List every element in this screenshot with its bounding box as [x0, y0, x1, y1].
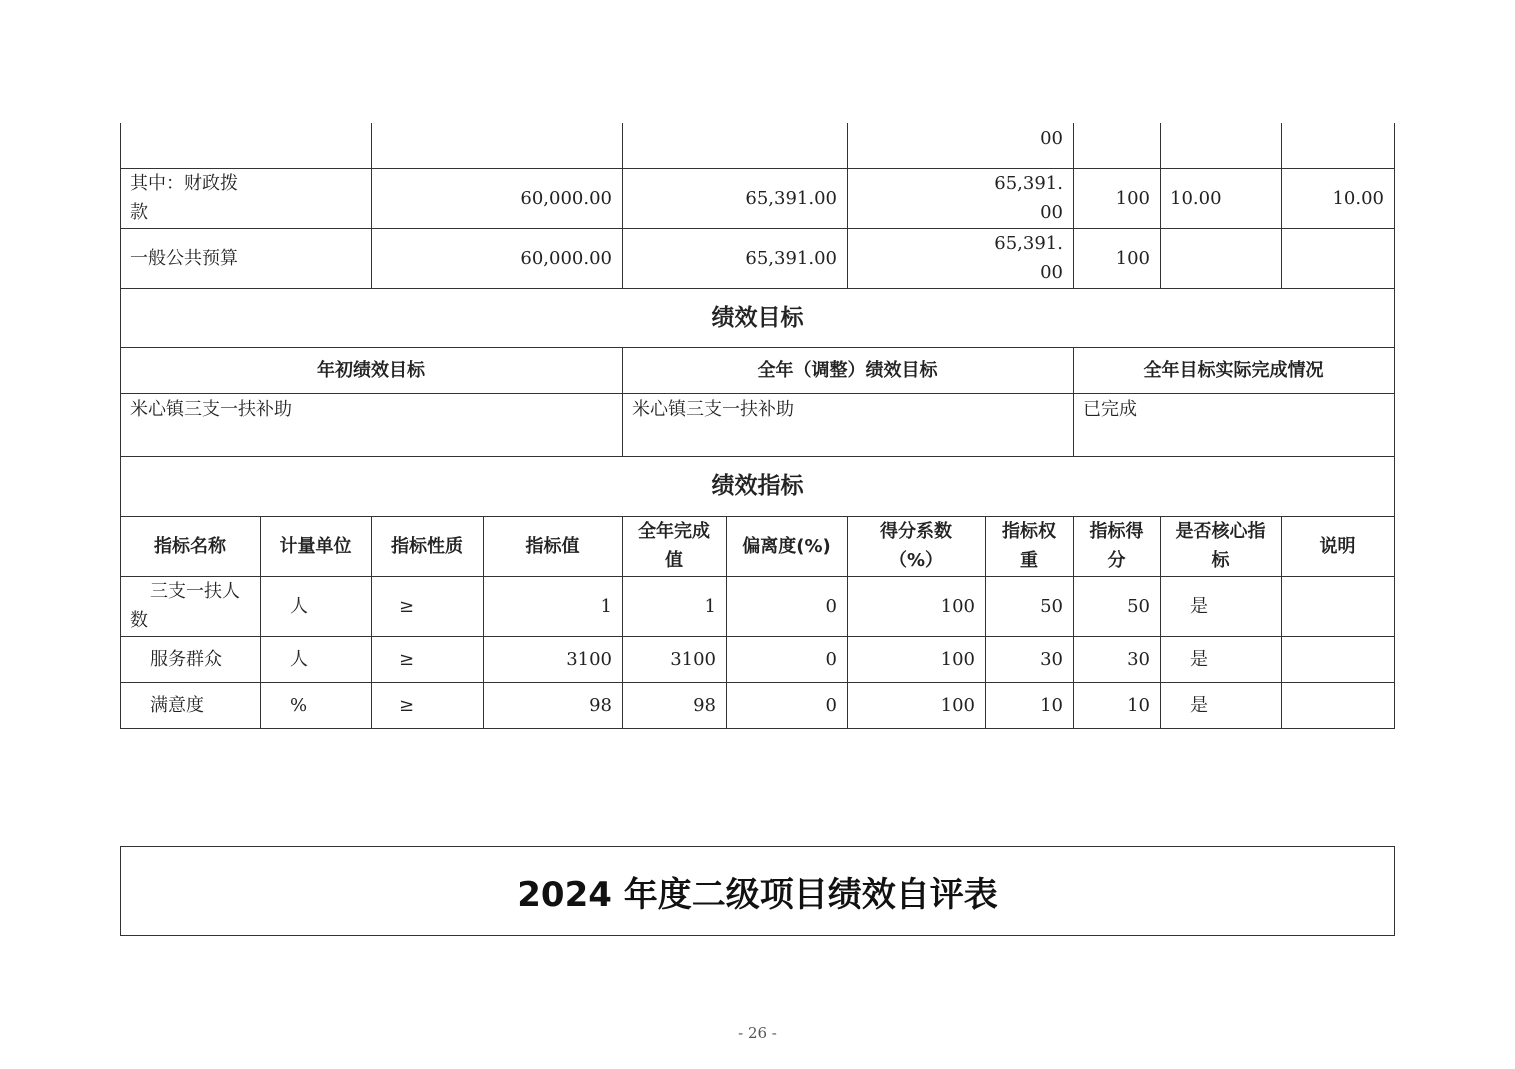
ind-row-weight: 30	[1040, 649, 1063, 670]
ind-row-coef: 100	[940, 695, 975, 716]
ind-header-complete: 全年完成 值	[638, 521, 710, 571]
ind-header-core: 是否核心指 标	[1175, 521, 1266, 571]
ind-row-nature: ≥	[399, 695, 415, 716]
ind-row-name: 满意度	[150, 695, 204, 716]
ind-row-coef: 100	[940, 649, 975, 670]
ind-header-nature: 指标性质	[391, 536, 463, 557]
budget-top-fragment: 00	[1040, 128, 1063, 149]
ind-row-score: 30	[1127, 649, 1150, 670]
goals-header-adjusted: 全年（调整）绩效目标	[757, 360, 938, 381]
budget-row-weight: 10.00	[1170, 188, 1222, 209]
goals-value-initial: 米心镇三支一扶补助	[130, 399, 292, 420]
budget-row-label: 一般公共预算	[130, 248, 238, 269]
budget-row-plan: 60,000.00	[520, 188, 612, 209]
budget-row-actual: 65,391. 00	[994, 233, 1063, 283]
goals-section-title: 绩效目标	[711, 304, 804, 331]
ind-row-value: 3100	[566, 649, 612, 670]
ind-row-deviation: 0	[825, 596, 837, 617]
ind-row-complete: 3100	[670, 649, 716, 670]
goals-value-adjusted: 米心镇三支一扶补助	[632, 399, 794, 420]
ind-row-value: 1	[600, 596, 612, 617]
ind-row-core: 是	[1190, 695, 1208, 716]
ind-header-deviation: 偏离度(%)	[742, 536, 831, 557]
goals-value-actual: 已完成	[1083, 399, 1137, 420]
ind-row-unit: 人	[290, 596, 308, 617]
ind-row-note	[1281, 577, 1394, 636]
ind-header-weight: 指标权 重	[1002, 521, 1056, 571]
ind-row-coef: 100	[940, 596, 975, 617]
ind-row-nature: ≥	[399, 596, 415, 617]
next-table-title-box	[120, 846, 1395, 936]
ind-row-weight: 50	[1040, 596, 1063, 617]
budget-row-rate: 100	[1115, 248, 1150, 269]
ind-row-value: 98	[589, 695, 612, 716]
goals-header-initial: 年初绩效目标	[317, 360, 425, 381]
goals-header-actual: 全年目标实际完成情况	[1143, 360, 1324, 381]
ind-row-core: 是	[1190, 649, 1208, 670]
budget-row-actual: 65,391. 00	[994, 173, 1063, 223]
budget-row-adjusted: 65,391.00	[745, 248, 837, 269]
ind-row-deviation: 0	[825, 649, 837, 670]
ind-header-unit: 计量单位	[279, 536, 352, 557]
ind-header-value: 指标值	[525, 536, 580, 557]
ind-row-note	[1281, 683, 1394, 728]
ind-row-complete: 98	[693, 695, 716, 716]
ind-header-score: 指标得 分	[1089, 521, 1144, 571]
ind-header-coef: 得分系数 （%）	[880, 521, 952, 571]
budget-row-label: 其中：财政拨 款	[130, 173, 238, 223]
budget-row-score: 10.00	[1332, 188, 1384, 209]
ind-header-name: 指标名称	[154, 536, 226, 557]
ind-row-complete: 1	[704, 596, 716, 617]
ind-row-note	[1281, 637, 1394, 682]
ind-row-name: 三支一扶人 数	[130, 581, 240, 631]
ind-row-name: 服务群众	[150, 649, 222, 670]
indicators-section-title: 绩效指标	[711, 473, 804, 499]
ind-row-unit: %	[290, 695, 308, 716]
next-table-title: 2024 年度二级项目绩效自评表	[517, 874, 998, 915]
budget-row-plan: 60,000.00	[520, 248, 612, 269]
page-number: - 26 -	[738, 1024, 777, 1042]
budget-row-adjusted: 65,391.00	[745, 188, 837, 209]
budget-row-rate: 100	[1115, 188, 1150, 209]
ind-row-deviation: 0	[825, 695, 837, 716]
ind-row-score: 50	[1127, 596, 1150, 617]
ind-row-nature: ≥	[399, 649, 415, 670]
ind-row-core: 是	[1190, 596, 1208, 617]
ind-row-unit: 人	[290, 649, 308, 670]
ind-row-weight: 10	[1040, 695, 1063, 716]
ind-header-note: 说明	[1319, 536, 1356, 557]
ind-row-score: 10	[1127, 695, 1150, 716]
